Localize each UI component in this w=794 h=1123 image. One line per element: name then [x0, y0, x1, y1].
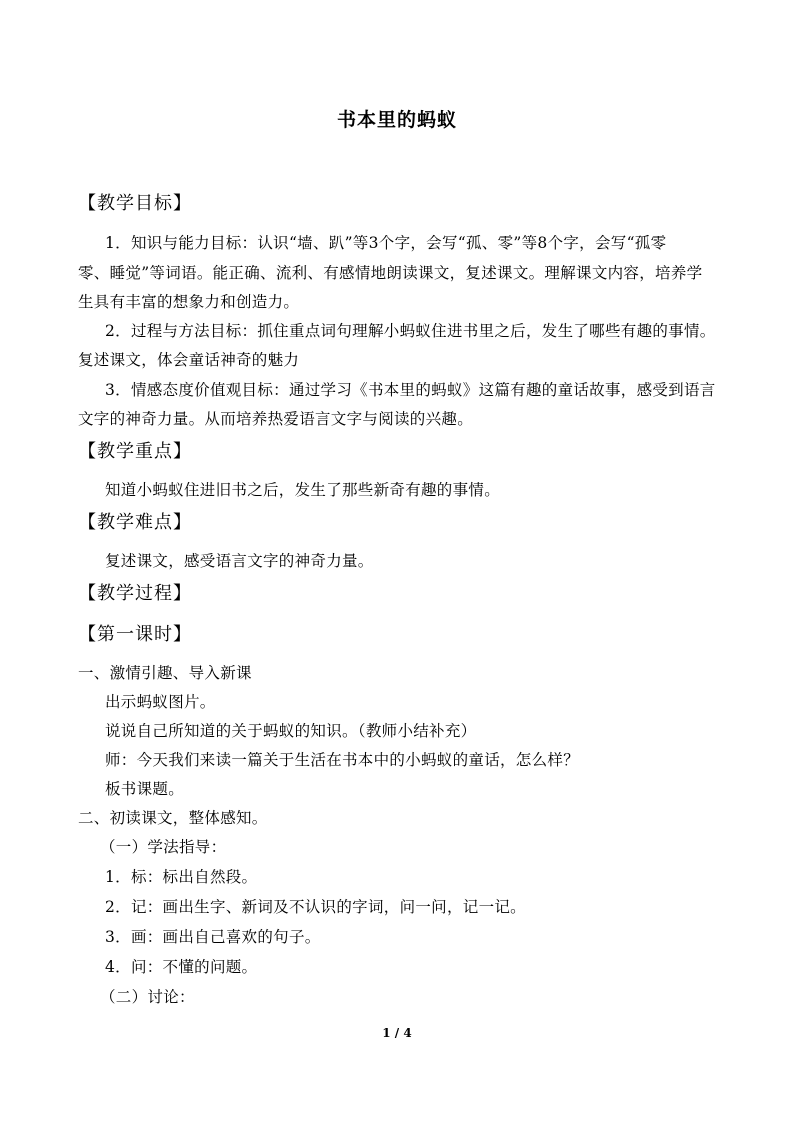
part2-step-2: 2．记：画出生字、新词及不认识的字词，问一问，记一记。 — [105, 898, 526, 916]
part2-title: 二、初读课文，整体感知。 — [78, 809, 268, 827]
goal-line-7: 文字的神奇力量。从而培养热爱语言文字与阅读的兴趣。 — [78, 410, 474, 428]
goal-line-5: 复述课文，体会童话神奇的魅力 — [78, 351, 300, 369]
document-title: 书本里的蚂蚁 — [336, 109, 457, 131]
section-heading-key-points: 【教学重点】 — [78, 441, 192, 462]
part2-step-4: 4．问：不懂的问题。 — [105, 958, 258, 976]
section-heading-goals: 【教学目标】 — [78, 193, 192, 214]
page-number: 1 / 4 — [382, 1026, 412, 1040]
section-heading-process: 【教学过程】 — [78, 583, 192, 604]
part1-line-2: 说说自己所知道的关于蚂蚁的知识。（教师小结补充） — [105, 722, 477, 740]
key-points-text: 知道小蚂蚁住进旧书之后，发生了那些新奇有趣的事情。 — [105, 481, 501, 499]
part1-line-4: 板书课题。 — [105, 780, 185, 798]
goal-line-6: 3．情感态度价值观目标：通过学习《书本里的蚂蚁》这篇有趣的童话故事，感受到语言 — [105, 381, 716, 399]
difficulties-text: 复述课文，感受语言文字的神奇力量。 — [105, 552, 374, 570]
part2-step-1: 1．标：标出自然段。 — [105, 868, 258, 886]
goal-line-1: 1．知识与能力目标：认识“墙、趴”等3个字，会写“孤、零”等8个字，会写“孤零 — [105, 234, 667, 252]
part1-line-1: 出示蚂蚁图片。 — [105, 693, 216, 711]
section-heading-difficulties: 【教学难点】 — [78, 512, 192, 533]
part2-sub1: （一）学法指导： — [100, 838, 227, 856]
part1-line-3: 师：今天我们来读一篇关于生活在书本中的小蚂蚁的童话，怎么样？ — [105, 751, 580, 769]
goal-line-2: 零、睡觉”等词语。能正确、流利、有感情地朗读课文，复述课文。理解课文内容，培养学 — [78, 264, 703, 282]
part1-title: 一、激情引趣、导入新课 — [78, 664, 252, 682]
goal-line-3: 生具有丰富的想象力和创造力。 — [78, 293, 300, 311]
goal-line-4: 2．过程与方法目标：抓住重点词句理解小蚂蚁住进书里之后，发生了哪些有趣的事情。 — [105, 322, 716, 340]
part2-step-3: 3．画：画出自己喜欢的句子。 — [105, 928, 321, 946]
section-heading-lesson1: 【第一课时】 — [78, 624, 192, 645]
part2-sub2: （二）讨论： — [100, 988, 195, 1006]
